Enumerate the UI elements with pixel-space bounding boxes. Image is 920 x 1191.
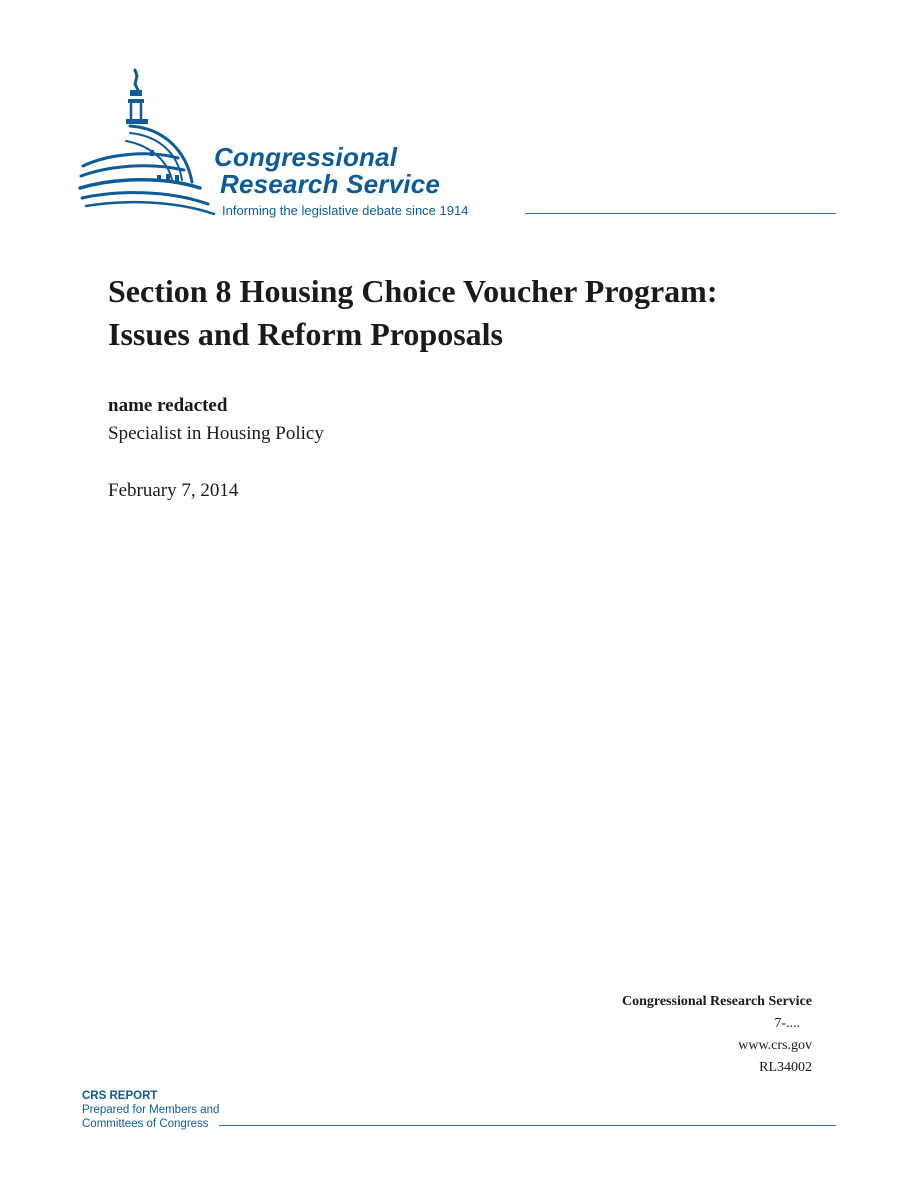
org-name-line2: Research Service [220, 169, 441, 199]
org-name-line1: Congressional [214, 142, 398, 172]
tagline-rule [525, 213, 836, 214]
footer [82, 1089, 219, 1131]
report-title-line1: Section 8 Housing Choice Voucher Program: [108, 273, 718, 309]
info-website: www.crs.gov [738, 1038, 812, 1053]
footer-line2: Prepared for Members and [82, 1104, 220, 1116]
footer-label: CRS REPORT [82, 1090, 158, 1102]
footer-rule [219, 1125, 836, 1126]
report-title [108, 270, 848, 356]
report-date: February 7, 2014 [108, 480, 239, 501]
info-org: Congressional Research Service [621, 994, 812, 1009]
capitol-dome-logo-icon [78, 66, 218, 216]
footer-line3: Committees of Congress [82, 1118, 209, 1130]
author-role: Specialist in Housing Policy [108, 423, 324, 444]
org-name-wordmark [214, 144, 440, 198]
tagline: Informing the legislative debate since 1914 [222, 203, 469, 218]
report-info-block [622, 991, 812, 1079]
info-report-number: RL34002 [759, 1060, 812, 1075]
report-title-line2: Issues and Reform Proposals [108, 316, 503, 352]
info-code: 7-.... [774, 1016, 800, 1031]
author-name: name redacted [108, 395, 228, 416]
